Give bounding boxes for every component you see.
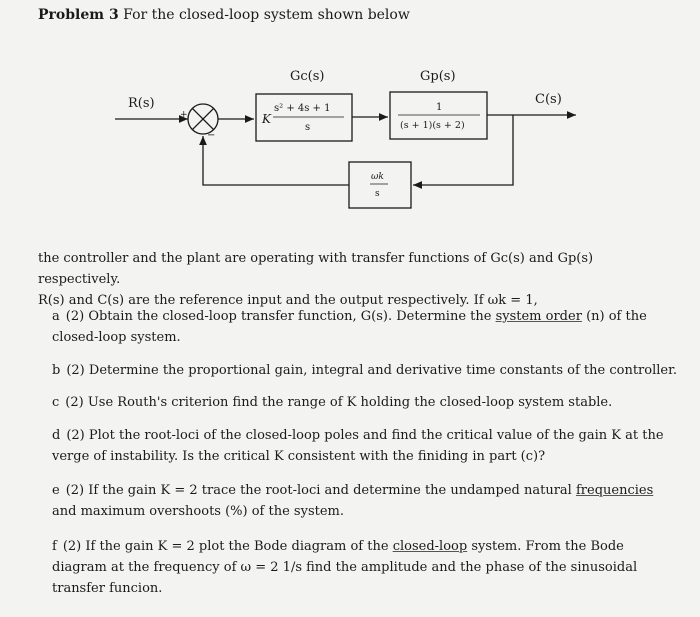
- sum-minus-sign: −: [207, 130, 216, 141]
- feedback-block: [349, 162, 411, 208]
- block-diagram: [0, 0, 700, 240]
- question-b: b (2) Determine the proportional gain, integral and derivative time constants of the controller.: [52, 363, 678, 378]
- controller-title: Gc(s): [290, 69, 325, 84]
- plant-denominator: (s + 1)(s + 2): [400, 120, 465, 131]
- output-label: C(s): [535, 92, 562, 107]
- intro-paragraph: [38, 248, 678, 311]
- feedback-denominator: s: [375, 189, 380, 199]
- feedback-path-left: [203, 136, 349, 185]
- plant-title: Gp(s): [420, 69, 456, 84]
- question-f: f (2) If the gain K = 2 plot the Bode diagram of the closed-loop system. From the Bode diagram at the frequency of ω = 2 1/s find the amplitude and the phase of the sinusoidal transfer funcion.: [52, 539, 638, 596]
- intro-line-1: the controller and the plant are operating with transfer functions of Gc(s) and Gp(s) respectively.: [38, 251, 594, 287]
- intro-line-2: R(s) and C(s) are the reference input and the output respectively. If ωk = 1,: [38, 293, 538, 308]
- input-label: R(s): [128, 96, 155, 111]
- plant-numerator: 1: [436, 102, 443, 113]
- controller-denominator: s: [305, 122, 311, 133]
- problem-text: For the closed-loop system shown below: [123, 7, 410, 23]
- plant-block: [390, 92, 487, 139]
- sum-plus-sign: +: [180, 110, 188, 120]
- feedback-numerator: ωk: [371, 172, 384, 182]
- problem-label: Problem 3: [38, 7, 119, 23]
- question-a: a (2) Obtain the closed-loop transfer function, G(s). Determine the system order (n) of the closed-loop system.: [52, 309, 647, 345]
- question-c: c (2) Use Routh's criterion find the range of K holding the closed-loop system stable.: [52, 395, 613, 410]
- controller-numerator: s² + 4s + 1: [274, 103, 331, 114]
- question-e: e (2) If the gain K = 2 trace the root-loci and determine the undamped natural frequencies and maximum overshoots (%) of the system.: [52, 483, 654, 519]
- question-d: d (2) Plot the root-loci of the closed-loop poles and find the critical value of the gain K at the verge of instability. Is the critical K consistent with the finiding in part (c)?: [52, 428, 664, 464]
- controller-gain: K: [262, 112, 271, 126]
